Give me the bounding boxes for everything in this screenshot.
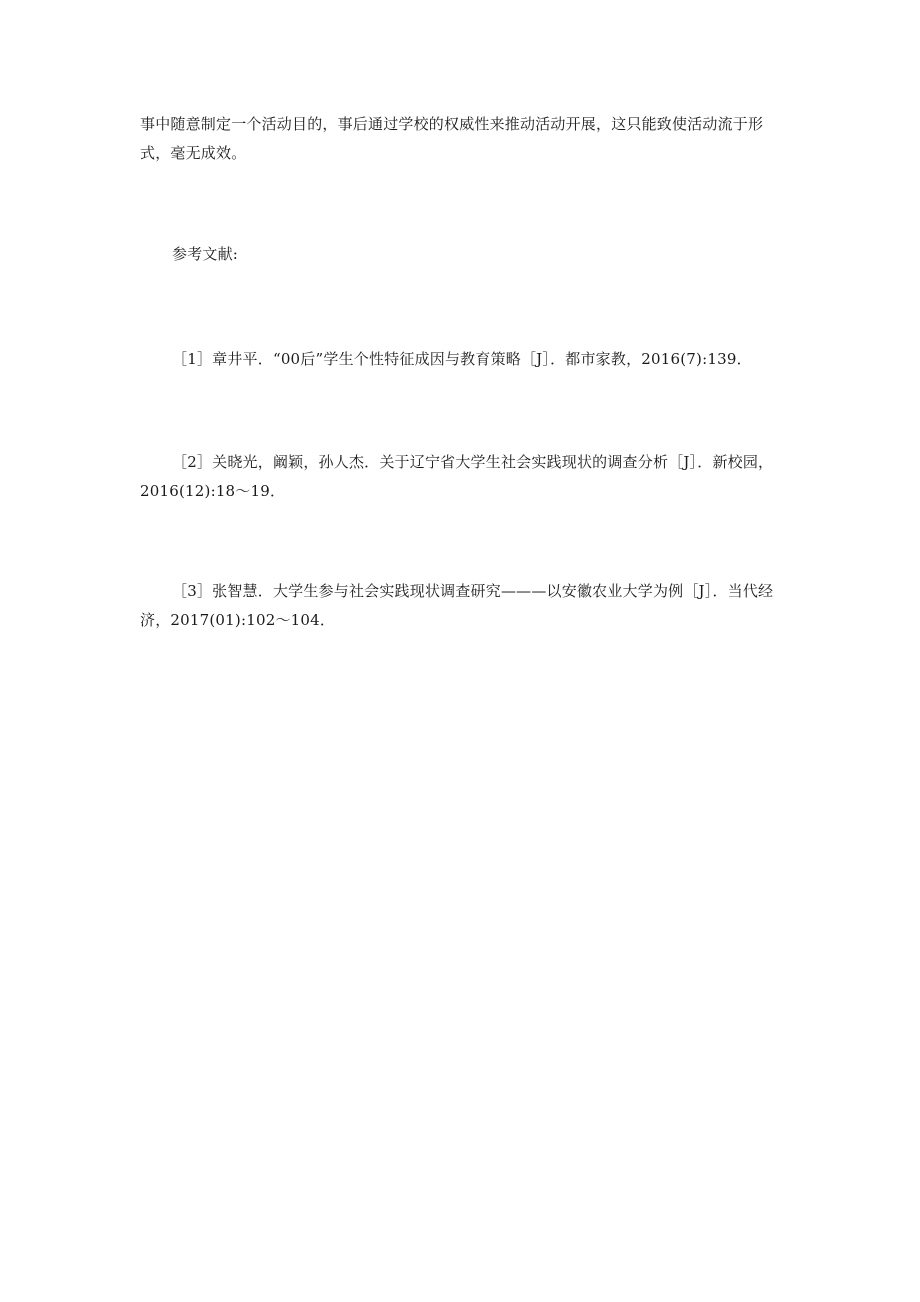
reference-item: ［2］关晓光，阚颖，孙人杰．关于辽宁省大学生社会实践现状的调查分析［J］．新校园，2016(12):18～19．	[140, 453, 774, 500]
body-paragraph: 事中随意制定一个活动目的，事后通过学校的权威性来推动活动开展，这只能致使活动流于形式，毫无成效。	[140, 115, 764, 162]
references-heading: 参考文献:	[172, 245, 239, 263]
reference-item: ［1］章井平．“00后”学生个性特征成因与教育策略［J］．都市家教，2016(7):139．	[172, 350, 752, 368]
reference-item: ［3］张智慧．大学生参与社会实践现状调查研究———以安徽农业大学为例［J］．当代经济，2017(01):102～104．	[140, 582, 774, 629]
